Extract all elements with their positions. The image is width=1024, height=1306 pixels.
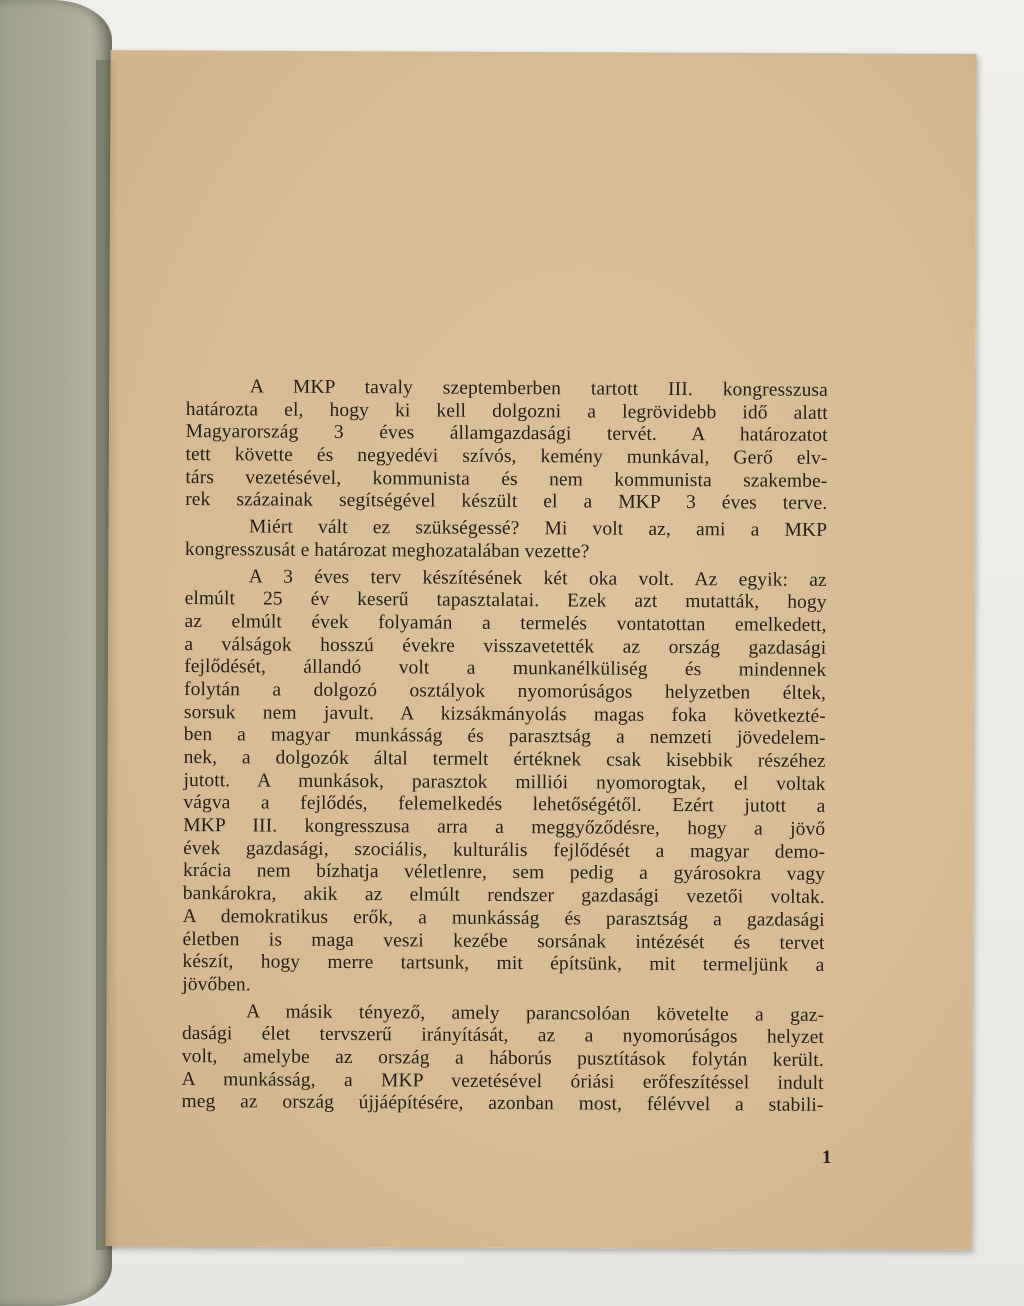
text-line: A 3 éves terv készítésének két oka volt. Az egyik: az (248, 565, 827, 591)
paragraph-3 (182, 565, 827, 1000)
gutter-shadow (96, 60, 118, 1250)
text-line: vágva a fejlődés, felemelkedés lehetőségétől. Ezért jutott a (183, 792, 826, 818)
text-line: Miért vált ez szükségessé? Mi volt az, ami a MKP (249, 516, 828, 542)
body-text (181, 376, 828, 1122)
text-line: A MKP tavaly szeptemberben tartott III. kongresszusa (249, 376, 828, 401)
text-line: fejlődését, állandó volt a munkanélküliség és mindennek (184, 656, 827, 682)
text-line: rek százainak segítségével készült el a MKP 3 éves terve. (185, 489, 828, 515)
paragraph-1 (185, 376, 828, 516)
text-line: ben a magyar munkásság és parasztság a nemzeti jövedelem- (183, 724, 826, 750)
text-line: jutott. A munkások, parasztok milliói nyomorogtak, el voltak (183, 769, 826, 795)
text-line: tett követte és negyedévi szívós, kemény munkával, Gerő elv- (185, 444, 828, 469)
text-line: a válságok hosszú évekre visszavetették az ország gazdasági (184, 633, 827, 659)
text-line: Magyarország 3 éves államgazdasági tervét. A határozatot (185, 421, 828, 447)
text-line: határozta el, hogy ki kell dolgozni a legrövidebb idő alatt (185, 398, 828, 424)
text-line: társ vezetésével, kommunista és nem kommunista szakembe- (185, 466, 828, 492)
paragraph-4 (181, 1001, 824, 1118)
text-line: évek gazdasági, szociális, kulturális fejlődését a magyar demo- (183, 837, 826, 863)
text-line: kongresszusát e határozat meghozatalában vezette? (184, 538, 590, 563)
paragraph-2 (185, 516, 827, 565)
text-line: sorsuk nem javult. A kizsákmányolás magas foka következté- (183, 701, 826, 727)
text-line: A másik tényező, amely parancsolóan követelte a gaz- (246, 1000, 825, 1026)
text-line: jövőben. (182, 973, 251, 996)
text-line: dasági élet tervszerű irányítását, az a nyomorúságos helyzet (181, 1023, 825, 1049)
text-line: elmúlt 25 év keserű tapasztalatai. Ezek azt mutatták, hogy (184, 588, 827, 614)
text-line: készít, hogy merre tartsunk, mit építsünk, mit termeljünk a (182, 951, 825, 977)
text-line: meg az ország újjáépítésére, azonban most, félévvel a stabili- (181, 1091, 824, 1117)
page-number: 1 (822, 1147, 832, 1168)
text-line: A demokratikus erők, a munkásság és parasztság a gazdasági (182, 905, 825, 931)
text-line: bankárokra, akik az elmúlt rendszer gazdasági vezetői voltak. (182, 883, 825, 909)
text-line: krácia nem bízhatja véletlenre, sem pedig a gyárosokra vagy (182, 860, 826, 886)
text-line: volt, amelybe az ország a háborús pusztítások folytán került. (181, 1045, 824, 1071)
text-line: az elmúlt évek folyamán a termelés vontatottan emelkedett, (184, 610, 827, 636)
text-line: folytán a dolgozó osztályok nyomorúságos helyzetben éltek, (184, 678, 827, 704)
text-line: A munkásság, a MKP vezetésével óriási erőfeszítéssel indult (181, 1068, 824, 1094)
text-line: nek, a dolgozók által termelt értéknek csak kisebbik részéhez (183, 746, 826, 772)
text-line: életben is maga veszi kezébe sorsának intézését és tervet (182, 928, 825, 954)
text-line: MKP III. kongresszusa arra a meggyőződésre, hogy a jövő (183, 815, 826, 840)
